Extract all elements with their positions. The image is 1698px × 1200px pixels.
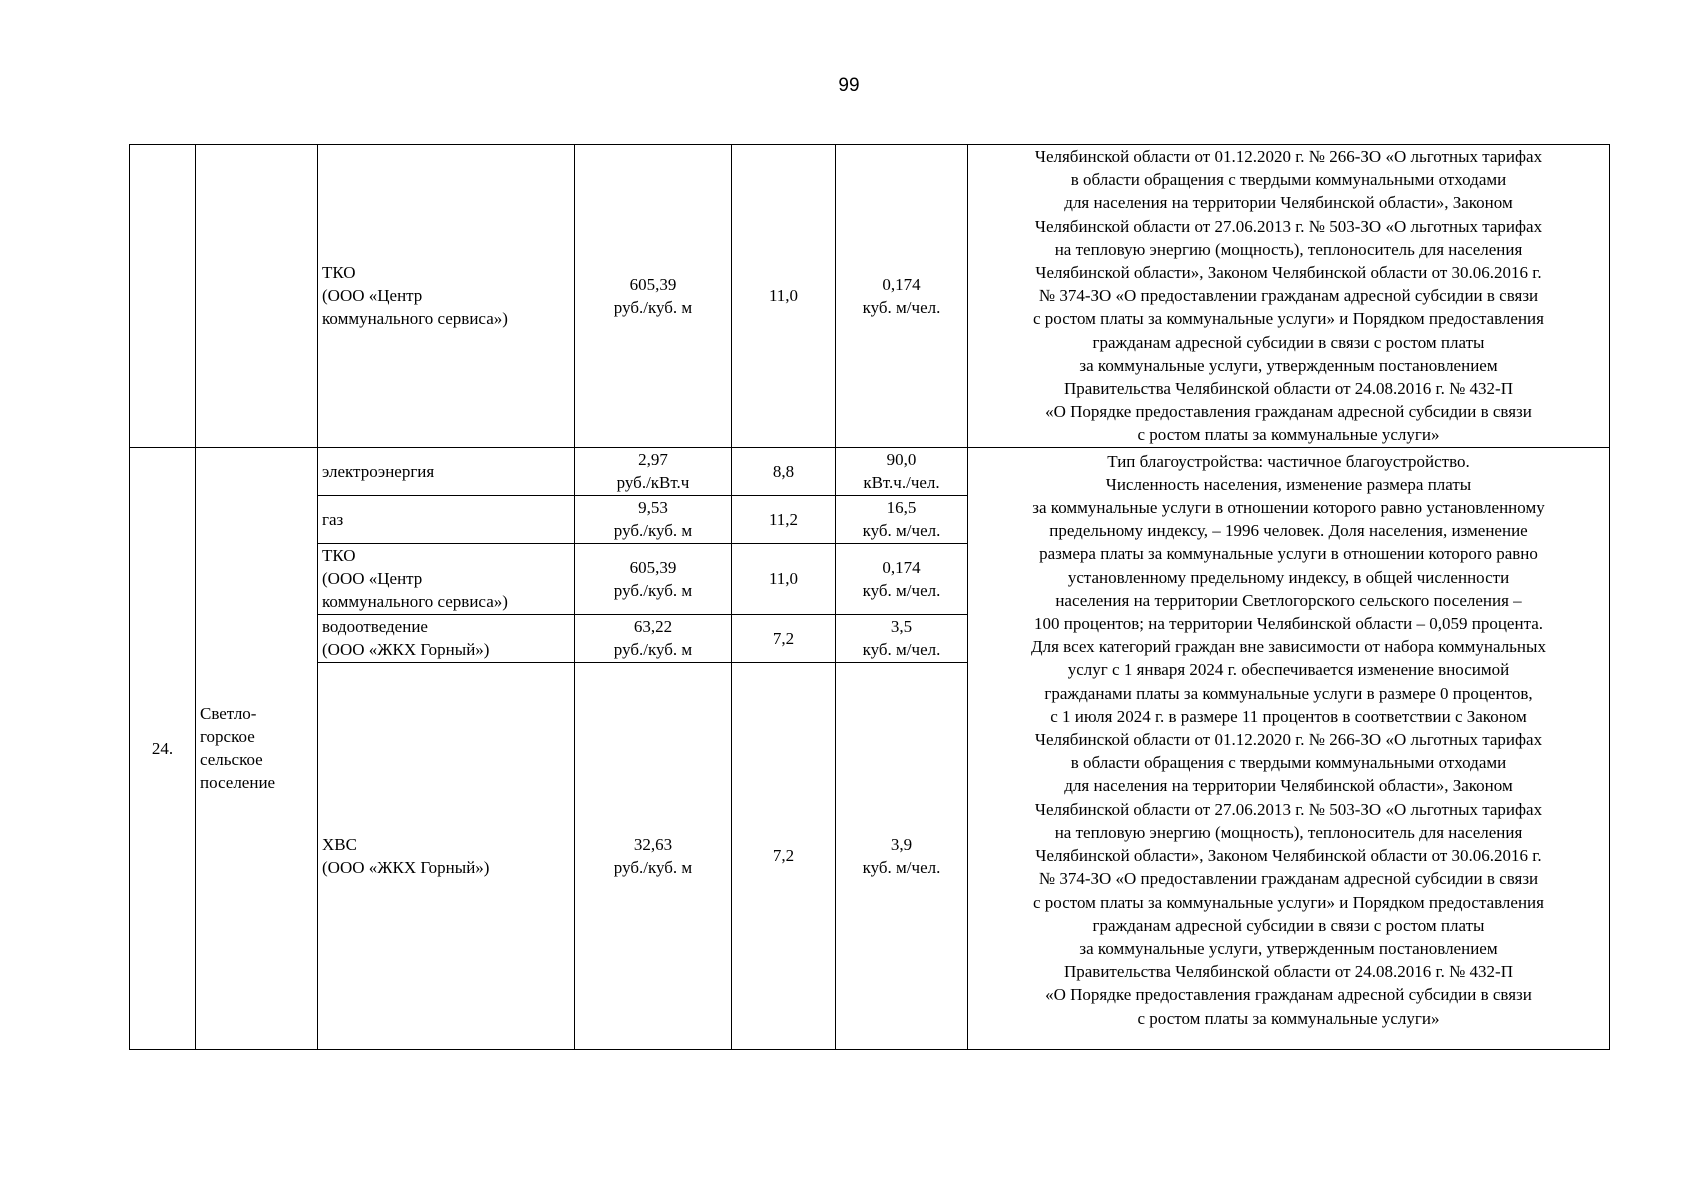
note-line: с ростом платы за коммунальные услуги» и Порядком предоставления — [1033, 892, 1544, 912]
note-line: № 374-ЗО «О предоставлении гражданам адресной субсидии в связи — [1038, 869, 1539, 889]
note-cell — [968, 145, 1610, 448]
index-cell: 11,0 — [732, 145, 836, 448]
note-line: 100 процентов; на территории Челябинской области – 0,059 процента. — [1033, 614, 1544, 634]
volume-unit: куб. м/чел. — [862, 580, 941, 600]
note-line: в области обращения с твердыми коммунальными отходами — [1070, 753, 1507, 773]
tariff-table — [129, 144, 1610, 1050]
tariff-value: 32,63 — [633, 834, 673, 854]
service-name: ТКО — [322, 546, 356, 566]
volume-unit: куб. м/чел. — [862, 640, 941, 660]
service-provider: коммунального сервиса») — [322, 592, 508, 612]
municipality-cell — [196, 447, 318, 1049]
tariff-value: 2,97 — [638, 450, 668, 470]
volume-unit: куб. м/чел. — [862, 297, 941, 317]
note-line: с ростом платы за коммунальные услуги» — [1137, 1008, 1440, 1028]
volume-value: 3,9 — [890, 834, 913, 854]
tariff-cell — [575, 614, 732, 662]
index-cell: 7,2 — [732, 662, 836, 1049]
municipality-name: сельское — [200, 750, 263, 770]
volume-value: 3,5 — [890, 617, 913, 637]
volume-cell — [836, 447, 968, 495]
note-line: Правительства Челябинской области от 24.08.2016 г. № 432-П — [1063, 962, 1513, 982]
volume-value: 16,5 — [886, 498, 917, 518]
tariff-unit: руб./кВт.ч — [616, 473, 690, 493]
note-line: за коммунальные услуги, утвержденным постановлением — [1079, 938, 1498, 958]
note-line: предельному индексу, – 1996 человек. Доля населения, изменение — [1049, 521, 1528, 541]
service-cell — [318, 614, 575, 662]
municipality-name: поселение — [200, 773, 276, 793]
index-cell: 11,0 — [732, 543, 836, 614]
service-provider: (ООО «Центр — [322, 286, 423, 306]
note-line: за коммунальные услуги, утвержденным постановлением — [1079, 355, 1498, 375]
note-line: на тепловую энергию (мощность), теплоноситель для населения — [1054, 239, 1523, 259]
volume-unit: куб. м/чел. — [862, 521, 941, 541]
municipality-name: горское — [200, 727, 255, 747]
note-line: с ростом платы за коммунальные услуги» — [1137, 425, 1440, 445]
service-cell — [318, 447, 575, 495]
volume-value: 0,174 — [882, 557, 921, 577]
note-line: на тепловую энергию (мощность), теплоноситель для населения — [1054, 822, 1523, 842]
tariff-cell — [575, 495, 732, 543]
tariff-value: 605,39 — [629, 274, 677, 294]
row-number-cell — [130, 145, 196, 448]
note-line: Челябинской области от 01.12.2020 г. № 266-ЗО «О льготных тарифах — [1034, 147, 1543, 166]
note-cell — [968, 447, 1610, 1049]
row-number-cell: 24. — [130, 447, 196, 1049]
note-line: для населения на территории Челябинской области», Законом — [1064, 776, 1513, 796]
page-number: 99 — [838, 75, 860, 96]
tariff-cell — [575, 447, 732, 495]
note-line: Правительства Челябинской области от 24.08.2016 г. № 432-П — [1063, 379, 1513, 399]
volume-cell — [836, 543, 968, 614]
volume-value: 90,0 — [886, 450, 917, 470]
index-cell: 7,2 — [732, 614, 836, 662]
tariff-value: 605,39 — [629, 557, 677, 577]
volume-unit: кВт.ч./чел. — [863, 473, 940, 493]
note-line: населения на территории Светлогорского сельского поселения – — [1055, 590, 1522, 610]
note-line: гражданами платы за коммунальные услуги в размере 0 процентов, — [1044, 683, 1533, 703]
tariff-unit: руб./куб. м — [613, 580, 693, 600]
note-line: гражданам адресной субсидии в связи с ростом платы — [1092, 332, 1485, 352]
note-line: № 374-ЗО «О предоставлении гражданам адресной субсидии в связи — [1038, 286, 1539, 306]
tariff-cell — [575, 145, 732, 448]
note-line: Челябинской области», Законом Челябинской области от 30.06.2016 г. — [1035, 263, 1542, 283]
note-line: «О Порядке предоставления гражданам адресной субсидии в связи — [1045, 985, 1532, 1005]
note-line: с ростом платы за коммунальные услуги» и Порядком предоставления — [1033, 309, 1544, 329]
service-provider: коммунального сервиса») — [322, 309, 508, 329]
note-line: Челябинской области от 01.12.2020 г. № 266-ЗО «О льготных тарифах — [1034, 730, 1543, 750]
note-line: с 1 июля 2024 г. в размере 11 процентов в соответствии с Законом — [1050, 706, 1527, 726]
note-line: Численность населения, изменение размера платы — [1105, 474, 1472, 494]
municipality-name: Светло- — [200, 704, 257, 724]
volume-cell — [836, 614, 968, 662]
tariff-unit: руб./куб. м — [613, 297, 693, 317]
note-line: для населения на территории Челябинской области», Законом — [1064, 193, 1513, 213]
note-line: установленному предельному индексу, в общей численности — [1067, 567, 1510, 587]
service-name: ХВС — [322, 834, 357, 854]
service-cell — [318, 495, 575, 543]
tariff-cell — [575, 662, 732, 1049]
note-line: размера платы за коммунальные услуги в отношении которого равно — [1039, 544, 1538, 564]
volume-cell — [836, 495, 968, 543]
note-line: Челябинской области от 27.06.2013 г. № 503-ЗО «О льготных тарифах — [1034, 799, 1543, 819]
index-cell: 8,8 — [732, 447, 836, 495]
volume-value: 0,174 — [882, 274, 921, 294]
note-line: Челябинской области от 27.06.2013 г. № 503-ЗО «О льготных тарифах — [1034, 216, 1543, 236]
service-provider: (ООО «Центр — [322, 569, 423, 589]
service-name: электроэнергия — [322, 461, 435, 481]
note-line: за коммунальные услуги в отношении которого равно установленному — [1032, 498, 1545, 518]
note-line: «О Порядке предоставления гражданам адресной субсидии в связи — [1045, 402, 1532, 422]
service-cell — [318, 662, 575, 1049]
note-line: услуг с 1 января 2024 г. обеспечивается изменение вносимой — [1067, 660, 1510, 680]
service-name: ТКО — [322, 263, 356, 283]
note-line: Для всех категорий граждан вне зависимости от набора коммунальных — [1031, 637, 1546, 657]
table-row — [130, 447, 1610, 495]
tariff-unit: руб./куб. м — [613, 640, 693, 660]
note-line: гражданам адресной субсидии в связи с ростом платы — [1092, 915, 1485, 935]
volume-cell — [836, 662, 968, 1049]
note-line: Челябинской области», Законом Челябинской области от 30.06.2016 г. — [1035, 846, 1542, 866]
service-cell — [318, 145, 575, 448]
volume-unit: куб. м/чел. — [862, 857, 941, 877]
index-cell: 11,2 — [732, 495, 836, 543]
note-line: в области обращения с твердыми коммунальными отходами — [1070, 170, 1507, 190]
service-cell — [318, 543, 575, 614]
table-row-continued — [130, 145, 1610, 448]
volume-cell — [836, 145, 968, 448]
tariff-value: 63,22 — [633, 617, 673, 637]
tariff-cell — [575, 543, 732, 614]
tariff-unit: руб./куб. м — [613, 521, 693, 541]
tariff-value: 9,53 — [638, 498, 668, 518]
note-line: Тип благоустройства: частичное благоустройство. — [1107, 451, 1470, 471]
service-name: водоотведение — [322, 617, 428, 637]
service-name: газ — [322, 509, 344, 529]
service-provider: (ООО «ЖКХ Горный») — [322, 640, 490, 660]
service-provider: (ООО «ЖКХ Горный») — [322, 857, 490, 877]
municipality-cell — [196, 145, 318, 448]
tariff-unit: руб./куб. м — [613, 857, 693, 877]
